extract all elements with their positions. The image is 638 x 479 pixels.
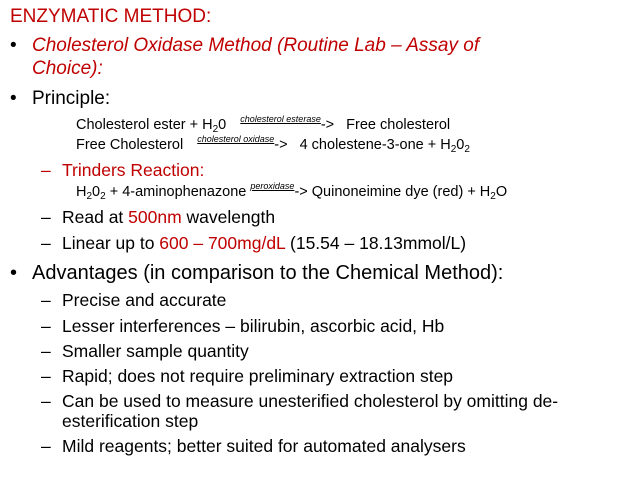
linear-pre: Linear up to <box>62 233 160 253</box>
eq3-enzyme: peroxidase <box>250 181 295 191</box>
advantage-item: Rapid; does not require preliminary extraction step <box>62 366 454 386</box>
advantage-item-continued: esterification step <box>62 411 199 431</box>
linear-post: (15.54 – 18.13mmol/L) <box>285 233 467 253</box>
dash-read: – <box>41 207 51 227</box>
eq3-arrow: -> <box>294 184 308 200</box>
eq1-arrow: -> <box>320 117 335 133</box>
eq3-rhs-sub: 2 <box>490 191 496 202</box>
read-pre: Read at <box>62 207 129 227</box>
eq1-lhs-pre: Cholesterol ester + H <box>76 117 213 133</box>
dash-adv-2: – <box>41 316 51 336</box>
eq1-enzyme: cholesterol esterase <box>240 114 321 124</box>
dash-adv-6: – <box>41 436 51 456</box>
eq3-rhs-pre: Quinoneimine dye (red) + H <box>311 184 491 200</box>
method-line-2: Choice): <box>32 58 103 79</box>
read-value: 500nm <box>128 207 182 227</box>
equation-esterase <box>76 114 451 135</box>
eq2-arrow: -> <box>274 137 288 153</box>
eq2-rhs-pre: 4 cholestene-3-one + H <box>299 137 451 153</box>
read-post: wavelength <box>181 207 276 227</box>
eq2-rhs-sub1: 2 <box>450 144 457 155</box>
linear-value: 600 – 700mg/dL <box>159 233 286 253</box>
eq3-rest: + 4-aminophenazone <box>109 184 247 200</box>
eq3-sub1: 2 <box>86 191 93 202</box>
dash-trinders: – <box>41 160 51 180</box>
advantage-item: Lesser interferences – bilirubin, ascorbic acid, Hb <box>62 316 445 336</box>
linear-range <box>62 233 466 254</box>
eq2-rhs-mid: 0 <box>456 137 465 153</box>
bullet-principle: • <box>10 88 17 109</box>
eq1-rhs: Free cholesterol <box>346 117 451 133</box>
equation-oxidase <box>76 134 470 155</box>
eq2-enzyme: cholesterol oxidase <box>197 134 275 144</box>
trinders-label: Trinders Reaction: <box>62 160 205 180</box>
principle-label: Principle: <box>32 88 111 109</box>
eq2-lhs: Free Cholesterol <box>76 137 184 153</box>
eq3-rhs-post: O <box>495 184 508 200</box>
bullet-advantages: • <box>10 262 18 284</box>
eq1-lhs-post: 0 <box>218 117 227 133</box>
bullet-method: • <box>10 35 17 56</box>
dash-adv-5: – <box>41 391 51 411</box>
advantage-item: Precise and accurate <box>62 290 227 310</box>
dash-adv-4: – <box>41 366 51 386</box>
read-wavelength <box>62 207 275 228</box>
advantage-item: Can be used to measure unesterified cholesterol by omitting de- <box>62 391 559 411</box>
equation-peroxidase <box>76 181 508 202</box>
eq3-h: H <box>76 184 87 200</box>
eq3-o: 0 <box>92 184 101 200</box>
eq1-lhs-sub: 2 <box>212 124 219 135</box>
dash-adv-1: – <box>41 290 51 310</box>
method-line-1: Cholesterol Oxidase Method (Routine Lab – Assay of <box>32 35 480 56</box>
eq2-rhs-sub2: 2 <box>464 144 470 155</box>
slide-title: ENZYMATIC METHOD: <box>10 6 212 27</box>
eq3-sub2: 2 <box>100 191 106 202</box>
advantages-label: Advantages (in comparison to the Chemical Method): <box>32 262 504 284</box>
advantage-item: Mild reagents; better suited for automated analysers <box>62 436 466 456</box>
advantage-item: Smaller sample quantity <box>62 341 249 361</box>
dash-adv-3: – <box>41 341 51 361</box>
dash-linear: – <box>41 233 51 253</box>
